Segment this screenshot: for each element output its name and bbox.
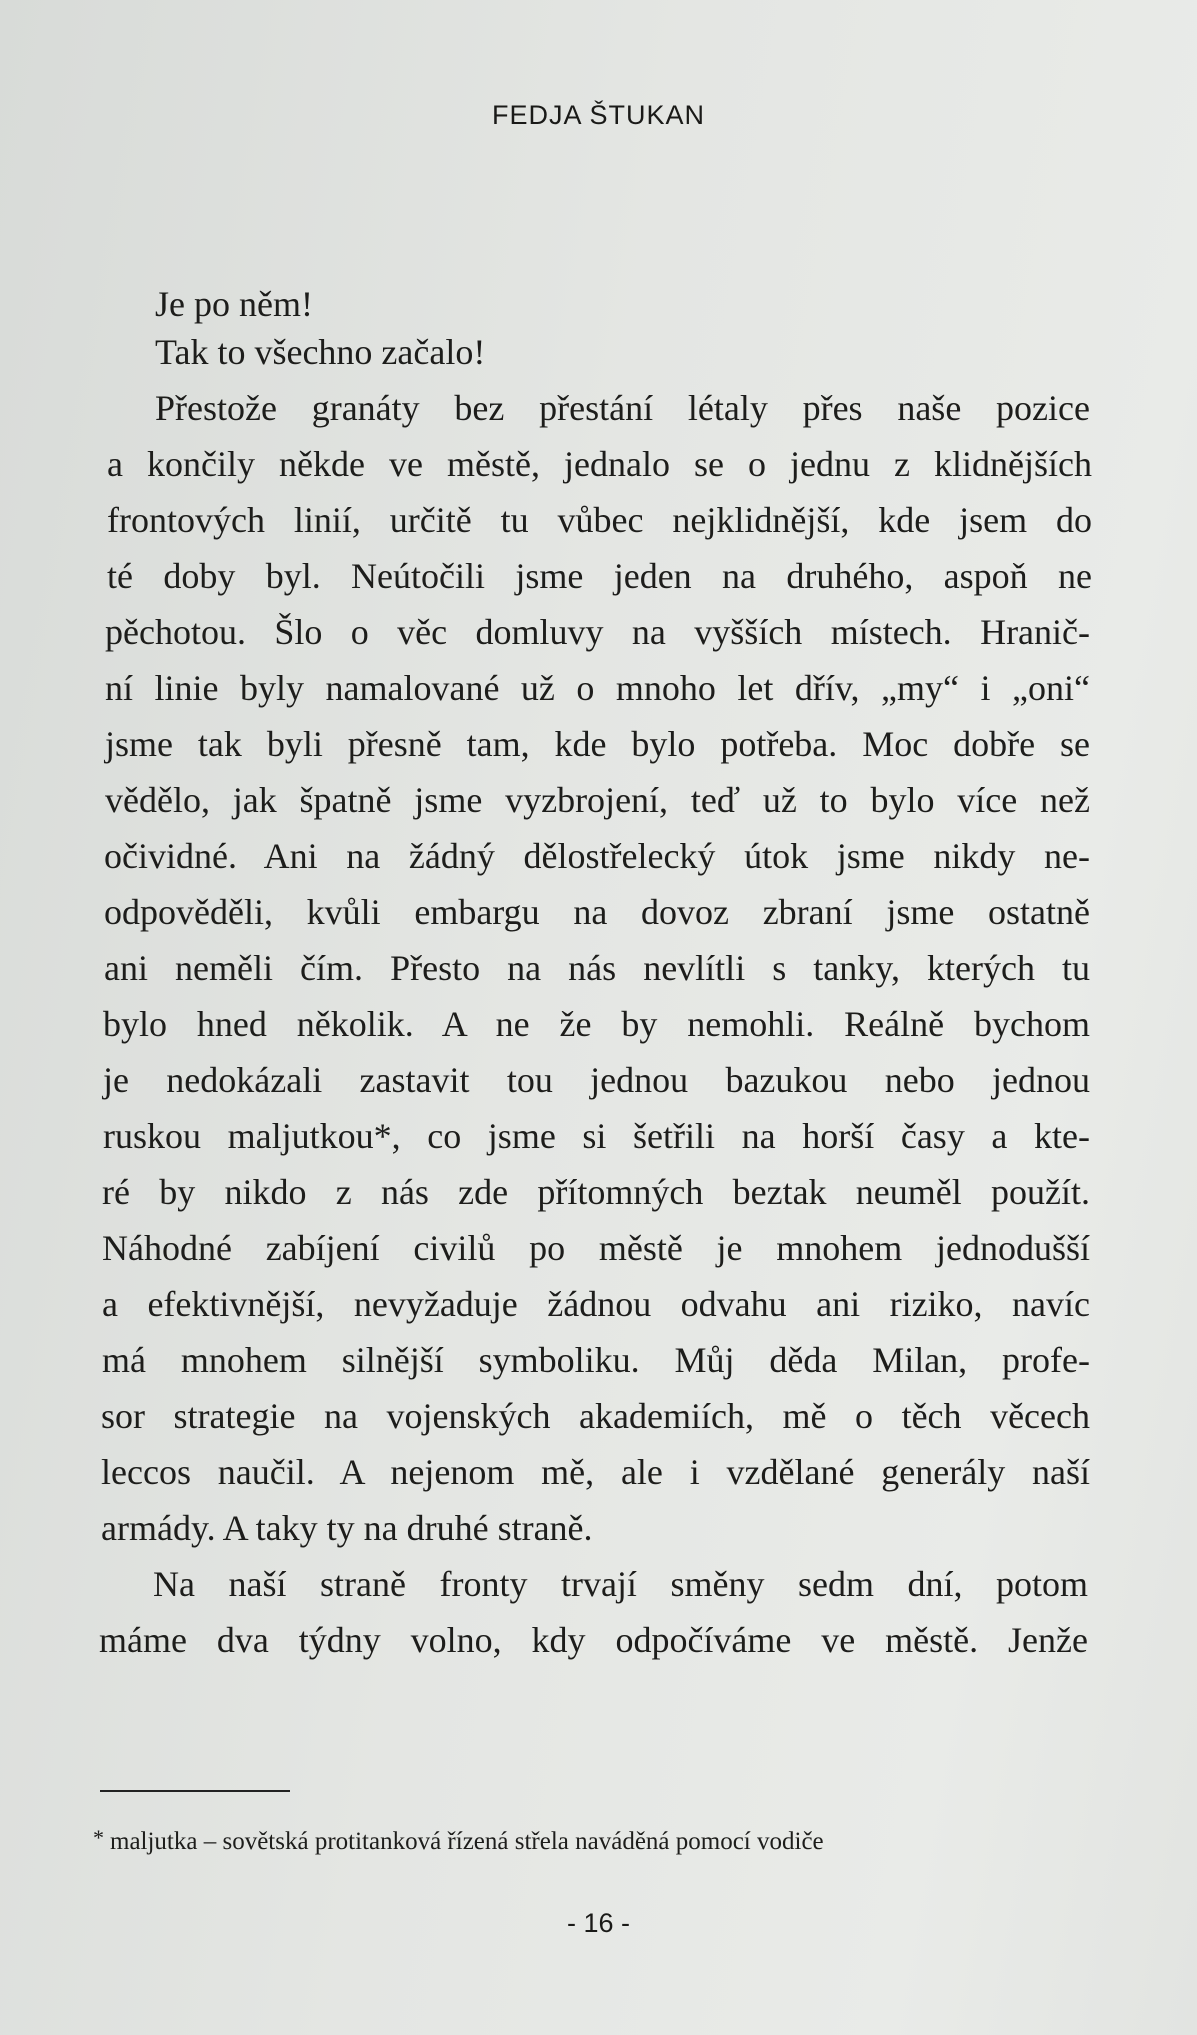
text-line: sor strategie na vojenských akademiích, mě o těch věcech	[101, 1396, 1090, 1436]
text-line: odpověděli, kvůli embargu na dovoz zbraní jsme ostatně	[104, 892, 1090, 932]
text-line: Je po něm!	[155, 284, 313, 324]
page-number: - 16 -	[566, 1908, 631, 1938]
text-line: ní linie byly namalované už o mnoho let dřív, „my“ i „oni“	[105, 668, 1090, 708]
text-line: a efektivnější, nevyžaduje žádnou odvahu ani riziko, navíc	[102, 1284, 1090, 1324]
text-line: vědělo, jak špatně jsme vyzbrojení, teď už to bylo více než	[105, 780, 1090, 820]
running-header: FEDJA ŠTUKAN	[491, 100, 706, 130]
text-line: frontových linií, určitě tu vůbec nejklidnější, kde jsem do	[107, 500, 1092, 540]
text-line: očividné. Ani na žádný dělostřelecký útok jsme nikdy ne-	[104, 836, 1090, 876]
text-line: je nedokázali zastavit tou jednou bazukou nebo jednou	[103, 1060, 1090, 1100]
text-line: Na naší straně fronty trvají směny sedm dní, potom	[153, 1564, 1088, 1604]
footnote	[93, 1822, 824, 1858]
text-line: té doby byl. Neútočili jsme jeden na druhého, aspoň ne	[107, 556, 1092, 596]
text-line: má mnohem silnější symboliku. Můj děda Milan, profe-	[102, 1340, 1090, 1380]
text-line: ani neměli čím. Přesto na nás nevlítli s tanky, kterých tu	[104, 948, 1090, 988]
text-line: Přestože granáty bez přestání létaly přes naše pozice	[155, 388, 1090, 428]
text-line: armády. A taky ty na druhé straně.	[101, 1508, 593, 1548]
text-line: ruskou maljutkou*, co jsme si šetřili na horší časy a kte-	[103, 1116, 1090, 1156]
footnote-marker: *	[93, 1825, 104, 1850]
footnote-text: maljutka – sovětská protitanková řízená střela naváděná pomocí vodiče	[110, 1828, 824, 1855]
text-line: ré by nikdo z nás zde přítomných beztak neuměl použít.	[102, 1172, 1090, 1212]
text-line: leccos naučil. A nejenom mě, ale i vzdělané generály naší	[101, 1452, 1090, 1492]
text-line: a končily někde ve městě, jednalo se o jednu z klidnějších	[107, 444, 1092, 484]
text-line: Tak to všechno začalo!	[155, 332, 486, 372]
footnote-divider	[100, 1790, 290, 1792]
text-line: pěchotou. Šlo o věc domluvy na vyšších místech. Hranič-	[105, 612, 1090, 652]
text-line: jsme tak byli přesně tam, kde bylo potřeba. Moc dobře se	[105, 724, 1090, 764]
text-line: Náhodné zabíjení civilů po městě je mnohem jednodušší	[102, 1228, 1090, 1268]
text-line: máme dva týdny volno, kdy odpočíváme ve městě. Jenže	[99, 1620, 1088, 1660]
text-line: bylo hned několik. A ne že by nemohli. Reálně bychom	[103, 1004, 1090, 1044]
